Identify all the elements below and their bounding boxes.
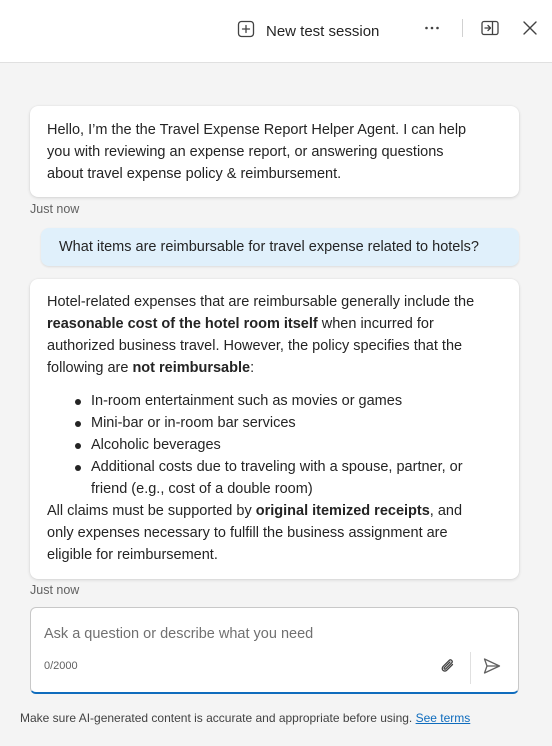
message-line: Hotel-related expenses that are reimbursable generally include the [47,294,475,310]
message-line: you with reviewing an expense report, or answering questions [47,144,444,160]
message-line: Hello, I’m the the Travel Expense Report Helper Agent. I can help [47,122,467,138]
header-divider [462,19,463,37]
user-message: What items are reimbursable for travel expense related to hotels? [41,228,519,266]
bold-text: not reimbursable [132,360,251,376]
new-test-session-button[interactable] [236,18,379,44]
composer-divider [470,652,471,684]
message-composer [30,607,519,694]
attach-button[interactable] [436,656,460,680]
send-button[interactable] [480,656,504,680]
message-line: authorized business travel. However, the policy specifies that the [47,338,463,354]
close-button[interactable] [518,18,542,42]
see-terms-link[interactable]: See terms [415,711,471,725]
message-line: reasonable cost of the hotel room itself when incurred for [47,316,434,332]
message-line: only expenses necessary to fulfill the business assignment are [47,525,448,541]
message-line: All claims must be supported by original itemized receipts, and [47,503,463,519]
list-item: Additional costs due to traveling with a spouse, partner, or friend (e.g., cost of a double room) [73,456,502,500]
bot-message-answer [30,279,519,579]
list-item: Alcoholic beverages [73,434,502,456]
disclaimer [20,711,470,725]
not-reimbursable-list [47,390,502,500]
message-timestamp: Just now [30,583,80,597]
message-line: following are not reimbursable: [47,360,255,376]
header-bar [0,0,552,63]
more-options-button[interactable] [420,18,444,42]
add-square-icon [236,19,256,43]
message-line: about travel expense policy & reimbursement. [47,166,342,182]
bold-text: reasonable cost of the hotel room itself [47,316,318,332]
bold-text: original itemized receipts [255,503,430,519]
toggle-panel-button[interactable] [478,18,502,42]
send-icon [482,656,502,681]
message-line: eligible for reimbursement. [47,547,218,563]
paperclip-icon [438,656,458,681]
more-horizontal-icon [422,18,442,43]
chat-input[interactable] [44,622,504,646]
close-icon [521,19,539,42]
list-item: In-room entertainment such as movies or games [73,390,502,412]
panel-icon [480,18,500,43]
bot-message-greeting [30,106,519,197]
new-test-session-label: New test session [266,22,380,40]
list-item: Mini-bar or in-room bar services [73,412,502,434]
message-timestamp: Just now [30,202,80,216]
character-counter: 0/2000 [44,660,78,672]
disclaimer-text: Make sure AI-generated content is accurate and appropriate before using. [20,711,413,725]
